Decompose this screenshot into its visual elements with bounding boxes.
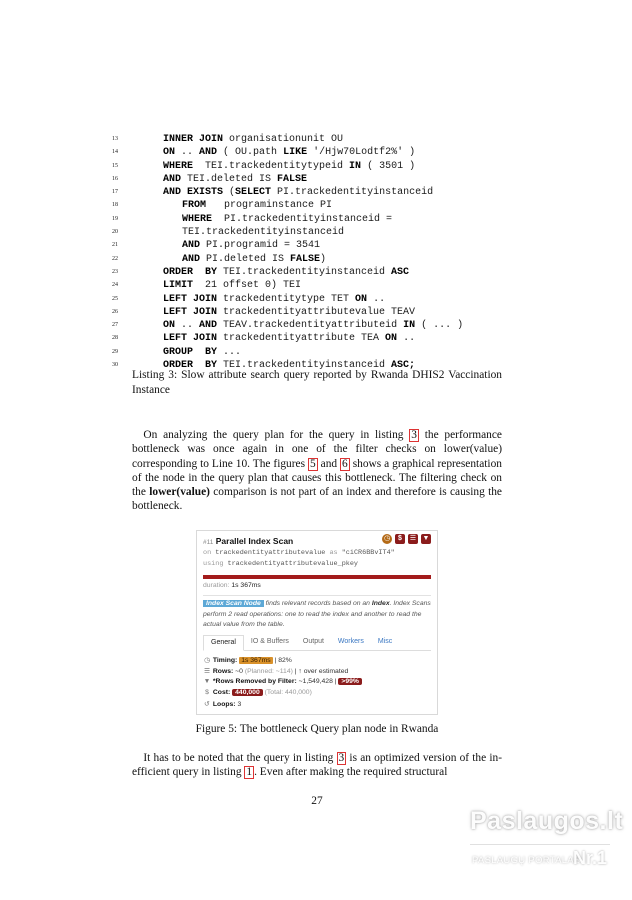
node-header (203, 536, 293, 546)
figure-ref-link[interactable]: 5 (309, 457, 316, 470)
line-number: 13 (112, 136, 118, 142)
stat-label: Loops: (212, 701, 238, 708)
node-relation-line (203, 549, 395, 557)
filter-icon: ▼ (203, 678, 211, 685)
sql-keyword: AND (199, 320, 218, 332)
code-text (182, 226, 344, 239)
query-plan-node-figure (196, 530, 438, 715)
tab-io-buffers[interactable]: IO & Buffers (250, 638, 289, 645)
duration-readout (203, 582, 261, 589)
code-line (112, 346, 532, 359)
line-number: 28 (112, 335, 118, 342)
sql-text: .. (397, 333, 416, 345)
text-segment: It has to be noted that the query in listing (143, 752, 337, 764)
watermark-subtitle: PASLAUGŲ PORTALAS (472, 855, 581, 866)
sql-text: '/Hjw70Lodtf2%' ) (307, 147, 416, 159)
line-number: 14 (112, 149, 118, 156)
figure-ref-link[interactable]: 6 (342, 457, 348, 470)
sql-keyword: SELECT (235, 187, 272, 199)
node-description (203, 599, 433, 631)
sql-keyword: LEFT JOIN (163, 306, 218, 318)
clock-icon[interactable]: ◷ (383, 535, 391, 542)
cost-value-badge: 440,000 (232, 689, 263, 696)
tab-general[interactable]: General (203, 635, 244, 651)
sql-keyword: ORDER BY (163, 360, 218, 372)
code-text (182, 199, 332, 212)
code-text (182, 239, 320, 252)
line-number: 19 (112, 215, 118, 222)
sql-keyword: LIKE (283, 147, 308, 159)
relation-alias: "ciCR6BBvIT4" (337, 549, 395, 557)
rows-icon[interactable]: ☰ (409, 535, 417, 542)
rows-planned: (Planned: ~114) (244, 668, 293, 675)
figure-caption: Figure 5: The bottleneck Query plan node in Rwanda (195, 723, 439, 735)
cost-total: (Total: 440,000) (264, 689, 312, 696)
code-text (163, 279, 301, 292)
rows-stat (203, 667, 348, 675)
dollar-icon: $ (205, 689, 209, 696)
line-number: 21 (112, 242, 118, 249)
node-icons (382, 534, 431, 544)
timing-pct-unit: % (285, 657, 292, 664)
sql-text: ) (320, 253, 327, 265)
keyword: as (329, 549, 338, 557)
sql-text: 21 offset 0) TEI (193, 280, 302, 292)
stat-label: Rows: (212, 668, 236, 675)
rows-icon: ☰ (203, 668, 211, 675)
sql-keyword: AND (163, 173, 182, 185)
line-number: 29 (112, 348, 118, 355)
line-number: 25 (112, 295, 118, 302)
code-text (182, 253, 326, 266)
line-number: 26 (112, 308, 118, 315)
line-number: 22 (112, 255, 118, 262)
keyword: using (203, 560, 224, 568)
watermark-title: Paslaugos.lt (470, 807, 624, 835)
rows-estimate: | ↑ over estimated (294, 668, 349, 675)
code-text (163, 146, 415, 159)
code-line (112, 146, 532, 159)
sql-text: ( (223, 187, 236, 199)
sql-text: ( ... ) (415, 320, 464, 332)
text-segment: . Even after making the required structural (254, 766, 448, 779)
code-text (163, 306, 415, 319)
sql-text: PI.trackedentityinstanceid (271, 187, 434, 199)
text-segment: and (317, 457, 341, 470)
desc-text: . Index Scans perform 2 read operations: one to read the index and another to read the actual value from the table. (203, 600, 431, 628)
node-title: Parallel Index Scan (215, 536, 294, 546)
code-line (112, 332, 532, 345)
code-line (112, 279, 532, 292)
listing-ref-link[interactable]: 1 (246, 766, 253, 779)
code-text (182, 213, 392, 226)
node-number: #11 (203, 539, 214, 546)
duration-bar (203, 575, 431, 579)
sql-keyword: ORDER BY (163, 266, 218, 278)
text-segment: the performance bottleneck was once again in one of the filter checks on lower(value) corresponding to Line 10. The figures (132, 429, 502, 470)
sql-text: TEI.deleted IS (181, 173, 278, 185)
code-line (112, 319, 532, 332)
sql-keyword: AND EXISTS (163, 187, 224, 199)
timing-pct: | 82 (272, 657, 286, 664)
code-line (112, 173, 532, 186)
code-line (112, 266, 532, 279)
sql-keyword: IN (403, 320, 416, 332)
filter-icon[interactable]: ▼ (422, 535, 430, 542)
code-text (163, 173, 307, 186)
cost-stat (203, 689, 312, 696)
sql-keyword: ON (385, 333, 398, 345)
code-line (112, 133, 532, 146)
sql-keyword: WHERE (163, 160, 194, 172)
timing-stat (203, 656, 292, 664)
code-text (163, 332, 415, 345)
line-number: 18 (112, 202, 118, 209)
code-text (163, 266, 409, 279)
sql-keyword: ON (355, 293, 368, 305)
clock-icon: ◷ (204, 657, 210, 664)
code-text (163, 346, 241, 359)
line-number: 16 (112, 175, 118, 182)
node-index-line (203, 560, 358, 568)
watermark-divider (470, 844, 610, 845)
bold-term: lower(value) (149, 486, 210, 499)
sql-text: .. (175, 147, 200, 159)
code-line (112, 199, 532, 212)
sql-text: PI.trackedentityinstanceid = (212, 213, 393, 225)
code-line (112, 160, 532, 173)
sql-keyword: LEFT JOIN (163, 293, 218, 305)
sql-text: trackedentityattributevalue TEAV (217, 306, 416, 318)
timing-value: 1s 367ms (241, 657, 271, 664)
sql-keyword: INNER JOIN (163, 134, 224, 145)
page-number: 27 (311, 795, 323, 807)
stat-label: Timing: (212, 657, 240, 664)
sql-keyword: AND (199, 147, 218, 159)
text-segment: On analyzing the query plan for the query in listing (143, 429, 410, 441)
code-text (163, 160, 415, 173)
node-type-tag: Index Scan Node (203, 600, 264, 607)
sql-text: TEI.trackedentityinstanceid (182, 227, 345, 239)
line-number: 24 (112, 282, 118, 289)
loops-stat (203, 700, 241, 708)
tab-misc[interactable]: Misc (377, 638, 393, 645)
sql-keyword: LEFT JOIN (163, 333, 218, 345)
code-text (163, 186, 433, 199)
sql-text: .. (367, 293, 386, 305)
divider (203, 595, 431, 596)
sql-text: PI.deleted IS (200, 253, 291, 265)
sql-keyword: FALSE (277, 173, 308, 185)
sql-keyword: AND (182, 253, 201, 265)
sql-keyword: ASC (391, 266, 410, 278)
desc-bold: Index (371, 600, 390, 607)
rows-value: ~0 (235, 668, 243, 675)
text-segment: is an optimized version of the in-efficient query in listing (132, 752, 502, 779)
filter-stat (203, 678, 362, 685)
sql-keyword: ON (163, 320, 176, 332)
sql-keyword: ASC; (391, 360, 416, 372)
text-segment: comparison is not part of an index and therefore is causing the bottleneck. (132, 486, 502, 513)
listing-ref-link[interactable]: 3 (338, 752, 345, 764)
watermark-logo (470, 805, 624, 880)
stat-label: *Rows Removed by Filter: (212, 678, 299, 685)
code-text (163, 133, 343, 146)
code-listing (112, 133, 532, 372)
line-number: 30 (112, 362, 118, 369)
code-line (112, 306, 532, 319)
tab-output[interactable]: Output (302, 638, 324, 645)
code-line (112, 253, 532, 266)
sql-keyword: FALSE (290, 253, 321, 265)
index-name: trackedentityattributevalue_pkey (223, 560, 359, 568)
sql-text: ( OU.path (217, 147, 284, 159)
paragraph-note (132, 751, 502, 780)
sql-text: programinstance PI (206, 200, 333, 212)
line-number: 15 (112, 162, 118, 169)
loop-icon: ↺ (204, 701, 210, 708)
filter-value: ~1,549,428 | (298, 678, 337, 685)
sql-text: TEI.trackedentityinstanceid (217, 360, 392, 372)
sql-keyword: ON (163, 147, 176, 159)
sql-keyword: IN (349, 160, 362, 172)
sql-text: organisationunit OU (223, 134, 344, 145)
sql-text: .. (175, 320, 200, 332)
code-line (112, 213, 532, 226)
code-line (112, 226, 532, 239)
line-number: 17 (112, 189, 118, 196)
sql-text: trackedentitytype TET (217, 293, 356, 305)
sql-keyword: GROUP BY (163, 346, 218, 358)
keyword: on (203, 549, 212, 557)
duration-value: 1s 367ms (231, 582, 261, 589)
code-text (163, 293, 385, 306)
code-line (112, 186, 532, 199)
code-line (112, 293, 532, 306)
listing-ref-link[interactable]: 3 (411, 429, 417, 441)
sql-text: PI.programid = 3541 (200, 240, 321, 252)
code-text (163, 319, 463, 332)
listing-caption: Listing 3: Slow attribute search query reported by Rwanda DHIS2 Vaccination Instance (132, 369, 502, 396)
line-number: 23 (112, 268, 118, 275)
paragraph-analysis (132, 428, 502, 514)
sql-keyword: FROM (182, 200, 207, 212)
sql-text: TEI.trackedentitytypeid (193, 160, 350, 172)
sql-text: TEAV.trackedentityattributeid (217, 320, 404, 332)
sql-keyword: AND (182, 240, 201, 252)
node-tabs (203, 635, 431, 651)
line-number: 27 (112, 322, 118, 329)
stat-label: Cost: (212, 689, 233, 696)
relation-name: trackedentityattributevalue (211, 549, 330, 557)
sql-keyword: WHERE (182, 213, 213, 225)
desc-text: finds relevant records based on an (263, 600, 372, 607)
sql-text: ( 3501 ) (361, 160, 416, 172)
tab-workers[interactable]: Workers (337, 638, 364, 645)
sql-text: ... (217, 346, 242, 358)
sql-keyword: LIMIT (163, 280, 194, 292)
duration-label: duration: (203, 582, 232, 589)
filter-pct-badge: >99% (338, 678, 362, 685)
sql-text: TEI.trackedentityinstanceid (217, 266, 392, 278)
loops-value: 3 (237, 701, 242, 708)
watermark-rank: Nr.1 (573, 848, 608, 868)
line-number: 20 (112, 229, 118, 236)
sql-text: trackedentityattribute TEA (217, 333, 386, 345)
dollar-icon[interactable]: $ (395, 534, 405, 544)
code-line (112, 239, 532, 252)
text-segment: shows a graphical representation of the node in the query plan that causes this bottleneck. The filtering check on the (132, 457, 502, 499)
